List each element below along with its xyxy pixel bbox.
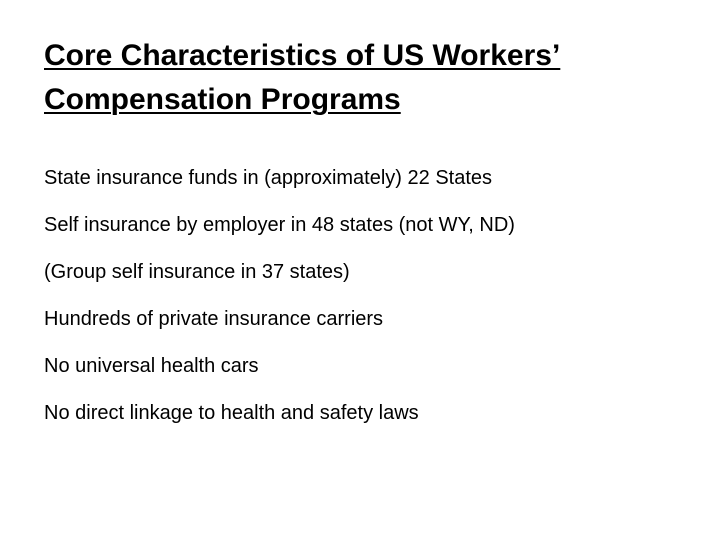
bullet-item: No universal health cars	[44, 355, 259, 377]
bullet-item: (Group self insurance in 37 states)	[44, 261, 350, 283]
bullet-item: No direct linkage to health and safety laws	[44, 402, 419, 424]
bullet-list	[44, 168, 564, 450]
slide-title: Core Characteristics of US Workers’ Compensation Programs	[44, 39, 561, 116]
bullet-item: State insurance funds in (approximately) 22 States	[44, 167, 493, 189]
bullet-item: Hundreds of private insurance carriers	[44, 308, 384, 330]
bullet-item: Self insurance by employer in 48 states (not WY, ND)	[44, 214, 515, 236]
